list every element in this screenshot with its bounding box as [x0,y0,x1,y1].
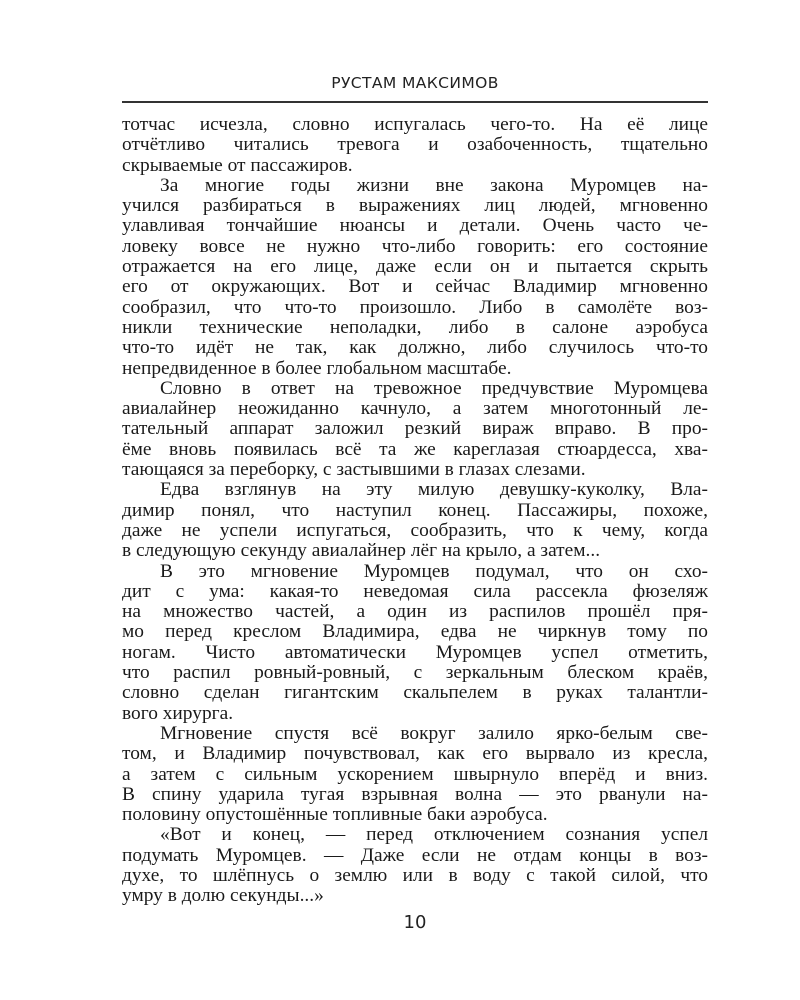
text-line: подумать Муромцев. — Даже если не отдам концы в воз- [122,844,708,866]
text-line: «Вот и конец, — перед отключением сознания успел [160,824,708,846]
header-rule [122,101,708,103]
text-line: отчётливо читались тревога и озабоченность, тщательно [122,134,708,156]
text-line: никли технические неполадки, либо в салоне аэробуса [122,316,708,338]
text-line: вого хирурга. [122,702,234,724]
text-line: словно сделан гигантским скальпелем в руках талантли- [122,682,708,704]
text-line: сообразил, что что-то произошло. Либо в самолёте воз- [122,296,708,318]
text-line: отражается на его лице, даже если он и пытается скрыть [122,256,708,278]
text-line: ногам. Чисто автоматически Муромцев успел отметить, [122,641,708,663]
text-line: умру в долю секунды...» [122,885,324,907]
text-line: половину опустошённые топливные баки аэробуса. [122,804,548,826]
text-line: тающаяся за переборку, с застывшими в глазах слезами. [122,459,586,481]
running-head: РУСТАМ МАКСИМОВ [331,74,499,92]
text-line: а затем с сильным ускорением швырнуло вперёд и вниз. [122,763,708,785]
text-line: в следующую секунду авиалайнер лёг на крыло, а затем... [122,540,601,562]
text-line: учился разбираться в выражениях лиц людей, мгновенно [122,195,708,217]
text-line: Едва взглянув на эту милую девушку-куколку, Вла- [160,479,708,501]
text-line: За многие годы жизни вне закона Муромцев на- [160,174,708,196]
text-line: тательный аппарат заложил резкий вираж вправо. В про- [122,418,708,440]
text-line: ёме вновь появилась всё та же кареглазая стюардесса, хва- [122,438,708,460]
text-line: что распил ровный-ровный, с зеркальным блеском краёв, [122,662,708,684]
text-line: духе, то шлёпнусь о землю или в воду с такой силой, что [122,864,708,886]
text-line: непредвиденное в более глобальном масштабе. [122,357,512,379]
text-line: мо перед креслом Владимира, едва не чиркнув тому по [122,621,708,643]
text-line: авиалайнер неожиданно качнуло, а затем многотонный ле- [122,398,708,420]
text-line: дит с ума: какая-то неведомая сила рассекла фюзеляж [122,580,708,602]
text-line: улавливая тончайшие нюансы и детали. Очень часто че- [122,215,708,237]
text-line: даже не успели испугаться, сообразить, что к чему, когда [122,519,708,541]
body-text [122,115,708,907]
text-line: димир понял, что наступил конец. Пассажиры, похоже, [122,499,708,521]
text-line: его от окружающих. Вот и сейчас Владимир мгновенно [122,276,708,298]
text-line: тотчас исчезла, словно испугалась чего-то. На её лице [122,114,708,135]
text-line: В спину ударила тугая взрывная волна — это рванули на- [122,783,708,805]
text-line: что-то идёт не так, как должно, либо случилось что-то [122,337,708,359]
text-line: В это мгновение Муромцев подумал, что он схо- [160,560,708,582]
text-line: том, и Владимир почувствовал, как его вырвало из кресла, [122,743,708,765]
text-line: ловеку вовсе не нужно что-либо говорить: его состояние [122,235,708,257]
text-line: на множество частей, а один из распилов прошёл пря- [122,601,708,623]
page-number: 10 [403,912,427,933]
text-line: Мгновение спустя всё вокруг залило ярко-белым све- [160,722,708,744]
text-line: Словно в ответ на тревожное предчувствие Муромцева [160,377,708,399]
text-line: скрываемые от пассажиров. [122,154,353,176]
